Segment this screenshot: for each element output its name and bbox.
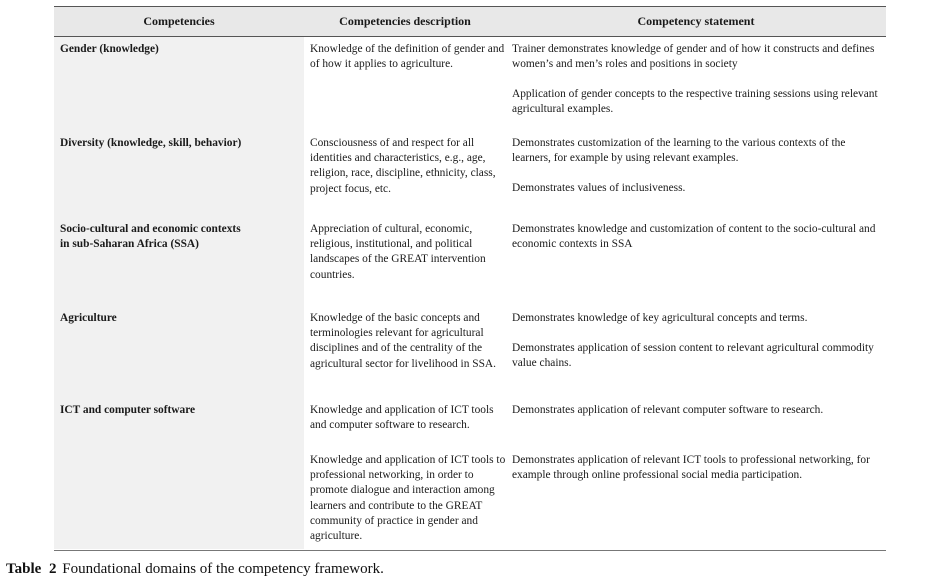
- row-sociocultural-competency: [60, 222, 300, 252]
- caption-label: Table: [6, 561, 42, 577]
- row-sociocultural-competency-line-1: Socio-cultural and economic contexts: [60, 223, 241, 235]
- header-competencies: Competencies: [143, 14, 215, 28]
- row-sociocultural-competency-line-2: in sub-Saharan Africa (SSA): [60, 238, 199, 251]
- table-header: [54, 6, 886, 37]
- competency-table: [54, 6, 886, 551]
- table-bottom-rule: [54, 550, 886, 551]
- row-gender-competency: Gender (knowledge): [60, 43, 159, 55]
- row-ict-competency: ICT and computer software: [60, 404, 196, 416]
- row-agriculture-competency: Agriculture: [60, 312, 117, 324]
- row-agriculture-statement-2: Demonstrates application of session content to relevant agricultural commodity value chains.: [512, 342, 874, 370]
- table-caption: [6, 561, 384, 578]
- row-diversity-competency: Diversity (knowledge, skill, behavior): [60, 137, 242, 149]
- caption-text: Foundational domains of the competency framework.: [62, 561, 384, 577]
- row-diversity-description: Consciousness of and respect for all identities and characteristics, e.g., age, religion, race, discipline, ethnicity, class, project focus, etc.: [310, 137, 496, 195]
- row-ict-description-1: Knowledge and application of ICT tools and computer software to research.: [310, 404, 494, 432]
- row-sociocultural-statement-1: Demonstrates knowledge and customization of content to the socio-cultural and economic contexts in SSA: [512, 223, 876, 251]
- row-gender-description: Knowledge of the definition of gender and of how it applies to agriculture.: [310, 43, 505, 71]
- row-ict-statement-2: Demonstrates application of relevant ICT tools to professional networking, for example through online professional social media participation.: [512, 454, 870, 482]
- row-agriculture-description: Knowledge of the basic concepts and terminologies relevant for agricultural disciplines and of the centrality of the agricultural sector for livelihood in SSA.: [310, 312, 497, 370]
- header-statement: Competency statement: [637, 14, 755, 28]
- header-description: Competencies description: [339, 14, 471, 28]
- row-diversity-statement-1: Demonstrates customization of the learning to the various contexts of the learners, for example by using relevant examples.: [512, 137, 846, 165]
- row-ict-description-2: Knowledge and application of ICT tools to professional networking, in order to promote dialogue and interaction among learners and contribute to the GREAT community of practice in gender and agriculture.: [310, 454, 506, 543]
- row-gender-statement-1: Trainer demonstrates knowledge of gender and of how it constructs and defines women’s and men’s roles and positions in society: [512, 43, 875, 71]
- caption-number: 2: [49, 561, 57, 577]
- row-sociocultural-description: Appreciation of cultural, economic, religious, institutional, and political landscapes of the GREAT intervention countries.: [310, 223, 486, 281]
- row-gender-statement-2: Application of gender concepts to the respective training sessions using relevant agricultural examples.: [512, 88, 878, 116]
- competency-column-background: [54, 37, 304, 549]
- row-agriculture-statement-1: Demonstrates knowledge of key agricultural concepts and terms.: [512, 312, 808, 324]
- row-diversity-statement-2: Demonstrates values of inclusiveness.: [512, 182, 686, 194]
- row-ict-statement-1: Demonstrates application of relevant computer software to research.: [512, 404, 824, 416]
